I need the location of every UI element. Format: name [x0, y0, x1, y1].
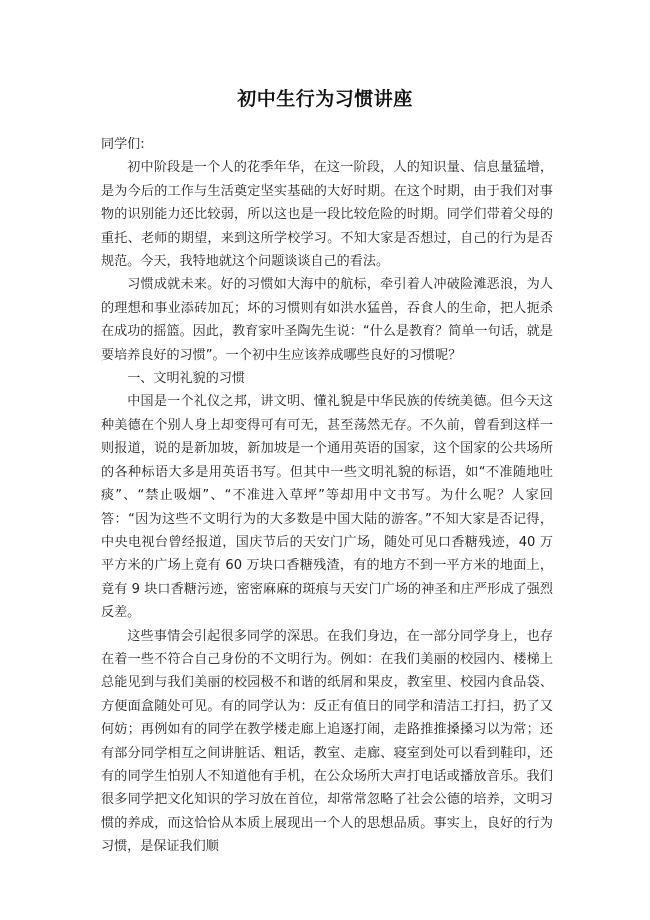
section-heading: 一、文明礼貌的习惯: [127, 371, 246, 387]
document-body: [101, 133, 553, 859]
paragraph-reflection: 这些事情会引起很多同学的深思。在我们身边，在一部分同学身上，也存在着一些不符合自己身份的不文明行为。例如：在我们美丽的校园内、楼梯上总能见到与我们美丽的校园极不和谐的纸屑和果皮，教室里、校园内食品袋、方便面盒随处可见。有的同学认为：反正有值日的同学和清洁工打扫，扔了又何妨；再例如有的同学在教学楼走廊上追逐打闹，走路推推搡搡习以为常；还有部分同学相互之间讲脏话、粗话，教室、走廊、寝室到处可以看到鞋印，还有的同学生怕别人不知道他有手机，在公众场所大声打电话或播放音乐。我们很多同学把文化知识的学习放在首位，却常常忽略了社会公德的培养，文明习惯的养成，而这恰恰从本质上展现出一个人的思想品质。事实上，良好的行为习惯，是保证我们顺: [101, 628, 553, 855]
paragraph-habits: 习惯成就未来。好的习惯如大海中的航标，牵引着人冲破险滩恶浪，为人的理想和事业添砖加瓦；坏的习惯则有如洪水猛兽，吞食人的生命，把人扼杀在成功的摇篮。因此，教育家叶圣陶先生说：“什么是教育？简单一句话，就是要培养良好的习惯”。一个初中生应该养成哪些良好的习惯呢？: [101, 277, 553, 363]
document-title: 初中生行为习惯讲座: [237, 88, 413, 110]
paragraph-intro: 初中阶段是一个人的花季年华，在这一阶段，人的知识量、信息量猛增，是为今后的工作与生活奠定坚实基础的大好时期。在这个时期，由于我们对事物的识别能力还比较弱，所以这也是一段比较危险的时期。同学们带着父母的重托、老师的期望，来到这所学校学习。不知大家是否想过，自己的行为是否规范。今天，我特地就这个问题谈谈自己的看法。: [101, 160, 553, 270]
paragraph-etiquette: 中国是一个礼仪之邦，讲文明、懂礼貌是中华民族的传统美德。但今天这种美德在个别人身上却变得可有可无，甚至荡然无存。不久前，曾看到这样一则报道，说的是新加坡，新加坡是一个通用英语的国家，这个国家的公共场所的各种标语大多是用英语书写。但其中一些文明礼貌的标语，如“不准随地吐痰”、“禁止吸烟”、“不准进入草坪”等却用中文书写。为什么呢？人家回答：“因为这些不文明行为的大多数是中国大陆的游客。”不知大家是否记得，中央电视台曾经报道，国庆节后的天安门广场，随处可见口香糖残迹，40 万平方米的广场上竟有 60 万块口香糖残渣，有的地方不到一平方米的地面上，竟有 9 块口香糖污迹，密密麻麻的斑痕与天安门广场的神圣和庄严形成了强烈反差。: [101, 394, 553, 621]
salutation: 同学们:: [101, 137, 145, 152]
